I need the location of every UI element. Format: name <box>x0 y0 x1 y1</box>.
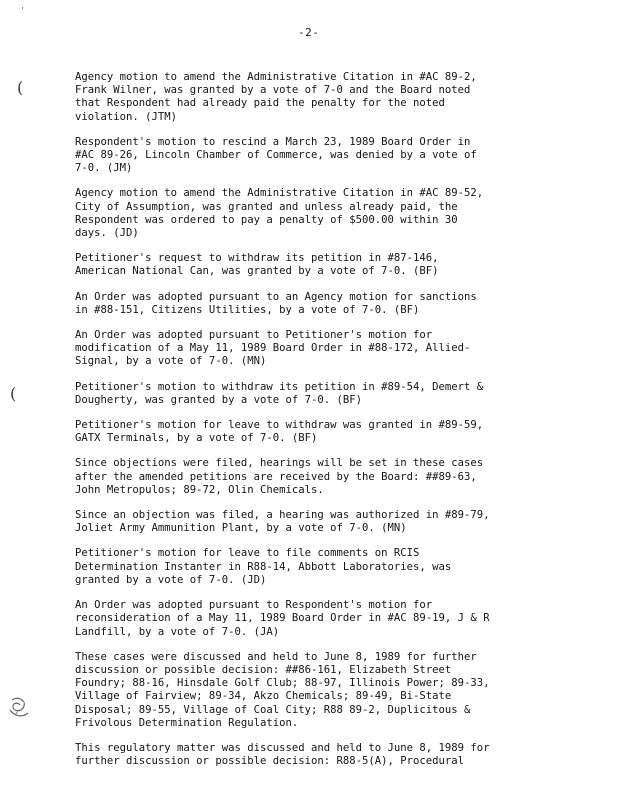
paragraph-89-63-89-72: Since objections were filed, hearings will be set in these cases after the amended petitions are received by the Board: ##89-63, John Metropulos; 89-72, Olin Chemicals. <box>75 457 484 496</box>
corner-speck-mark: ’ <box>20 6 25 15</box>
paragraph-regulatory-matter: This regulatory matter was discussed and held to June 8, 1989 for further discussion or possible decision: R88-5(A), Procedural <box>75 741 490 768</box>
margin-scribble-mark <box>6 694 32 720</box>
paragraph-r88-14: Petitioner's motion for leave to file comments on RCIS Determination Instanter in R88-14, Abbott Laboratories, was granted by a vote of 7-0. (JD) <box>75 547 452 586</box>
paragraph-88-172: An Order was adopted pursuant to Petitioner's motion for modification of a May 11, 1989 Board Order in #88-172, Allied- Signal, by a vote of 7-0. (MN) <box>75 329 471 368</box>
margin-bracket-mark-middle: ( <box>10 384 17 403</box>
paragraph-held-cases: These cases were discussed and held to June 8, 1989 for further discussion or possible decision: ##86-161, Elizabeth Street Foundry; 88-16, Hinsdale Golf Club; 88-97, Illinois Power; 89-33, Village of Fairview; 89-34, Akzo Chemicals; 89-49, Bi-State Disposal; 89-55, Village of Coal City; R88 89-2, Duplicitous & Frivolous Determination Regulation. <box>75 650 490 729</box>
paragraph-ac-89-26: Respondent's motion to rescind a March 23, 1989 Board Order in #AC 89-26, Lincoln Chamber of Commerce, was denied by a vote of 7-0. (JM) <box>75 135 477 175</box>
paragraph-89-59: Petitioner's motion for leave to withdraw was granted in #89-59, GATX Terminals, by a vote of 7-0. (BF) <box>75 419 484 445</box>
paragraph-ac-89-2: Agency motion to amend the Administrative Citation in #AC 89-2, Frank Wilner, was granted by a vote of 7-0 and the Board noted that Respondent had already paid the penalty for the noted violation. (JTM) <box>75 71 477 123</box>
paragraph-ac-89-52: Agency motion to amend the Administrative Citation in #AC 89-52, City of Assumption, was granted and unless already paid, the Respondent was ordered to pay a penalty of $500.00 within 30 days. (JD) <box>75 187 484 240</box>
paragraph-ac-89-19: An Order was adopted pursuant to Respondent's motion for reconsideration of a May 11, 1989 Board Order in #AC 89-19, J & R Landfill, by a vote of 7-0. (JA) <box>75 599 490 638</box>
paragraph-89-79: Since an objection was filed, a hearing was authorized in #89-79, Joliet Army Ammunition Plant, by a vote of 7-0. (MN) <box>75 509 490 535</box>
paragraph-89-54: Petitioner's motion to withdraw its petition in #89-54, Demert & Dougherty, was granted by a vote of 7-0. (BF) <box>75 380 484 406</box>
page-number: -2- <box>298 26 320 39</box>
paragraph-88-151: An Order was adopted pursuant to an Agency motion for sanctions in #88-151, Citizens Utilities, by a vote of 7-0. (BF) <box>75 290 477 316</box>
document-body <box>75 71 545 780</box>
margin-bracket-mark-top: ( <box>17 78 24 97</box>
paragraph-87-146: Petitioner's request to withdraw its petition in #87-146, American National Can, was granted by a vote of 7-0. (BF) <box>75 252 439 278</box>
